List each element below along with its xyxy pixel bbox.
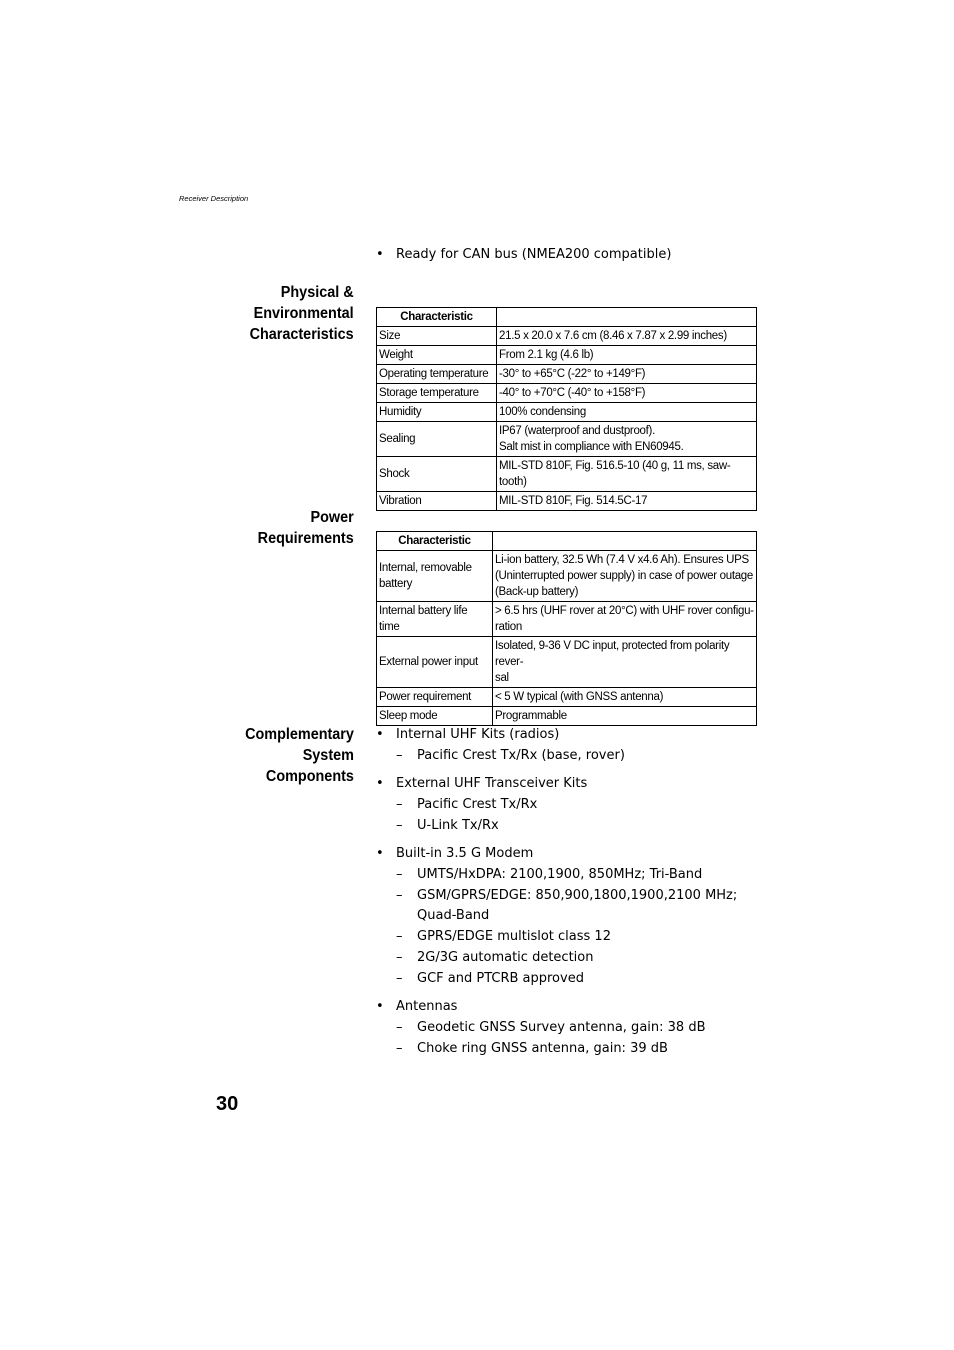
characteristic-cell: Shock <box>377 457 497 492</box>
sub-item: – 2G/3G automatic detection <box>396 948 756 968</box>
table-row <box>377 365 757 384</box>
heading-line: Environmental <box>253 305 354 322</box>
column-header-characteristic: Characteristic <box>377 532 493 551</box>
table-header-row <box>377 532 757 551</box>
value-cell: -30° to +65°C (-22° to +149°F) <box>497 365 757 384</box>
table-row <box>377 457 757 492</box>
sub-item: – Pacific Crest Tx/Rx <box>396 795 756 815</box>
bullet-item <box>376 844 756 989</box>
characteristic-cell: Power requirement <box>377 688 493 707</box>
table-header-row <box>377 308 757 327</box>
column-header-value <box>497 308 757 327</box>
characteristic-cell: Internal battery life time <box>377 602 493 637</box>
characteristic-cell: Humidity <box>377 403 497 422</box>
characteristic-cell: Sleep mode <box>377 707 493 726</box>
value-cell: Isolated, 9-36 V DC input, protected from polarity rever- sal <box>493 637 757 688</box>
bullet-text: • Antennas <box>396 999 458 1014</box>
heading-line: Power <box>310 509 354 526</box>
table-row <box>377 403 757 422</box>
power-requirements-table <box>376 531 757 726</box>
complementary-bullet-list <box>376 725 756 1059</box>
table-row <box>377 602 757 637</box>
characteristic-cell: Vibration <box>377 492 497 511</box>
sub-item: – GSM/GPRS/EDGE: 850,900,1800,1900,2100 MHz; Quad-Band <box>396 886 756 926</box>
sub-item: – Choke ring GNSS antenna, gain: 39 dB <box>396 1039 756 1059</box>
heading-line: Complementary <box>245 726 354 743</box>
value-cell: MIL-STD 810F, Fig. 514.5C-17 <box>497 492 757 511</box>
characteristic-cell: Operating temperature <box>377 365 497 384</box>
sub-list <box>396 795 756 836</box>
sub-item: – UMTS/HxDPA: 2100,1900, 850MHz; Tri-Band <box>396 865 756 885</box>
table-row <box>377 384 757 403</box>
bullet-item <box>376 774 756 836</box>
heading-line: System <box>302 747 354 764</box>
value-cell: > 6.5 hrs (UHF rover at 20°C) with UHF rover configu- ration <box>493 602 757 637</box>
sub-item: – Pacific Crest Tx/Rx (base, rover) <box>396 746 756 766</box>
physical-environmental-heading <box>250 282 354 345</box>
value-cell: 21.5 x 20.0 x 7.6 cm (8.46 x 7.87 x 2.99 inches) <box>497 327 757 346</box>
sub-list <box>396 746 756 766</box>
power-requirements-heading <box>258 507 354 549</box>
value-cell: From 2.1 kg (4.6 lb) <box>497 346 757 365</box>
table-row <box>377 327 757 346</box>
heading-line: Components <box>265 768 354 785</box>
physical-characteristics-table <box>376 307 757 511</box>
heading-line: Characteristics <box>249 326 354 343</box>
bullet-item <box>376 725 756 766</box>
value-cell: -40° to +70°C (-40° to +158°F) <box>497 384 757 403</box>
bullet-text: • External UHF Transceiver Kits <box>396 776 588 791</box>
table-row <box>377 688 757 707</box>
heading-line: Requirements <box>257 530 354 547</box>
intro-bullet-list <box>376 245 756 265</box>
heading-line: Physical & <box>281 284 354 301</box>
value-cell: 100% condensing <box>497 403 757 422</box>
sub-item: – U-Link Tx/Rx <box>396 816 756 836</box>
bullet-text: • Ready for CAN bus (NMEA200 compatible) <box>396 247 672 262</box>
column-header-characteristic: Characteristic <box>377 308 497 327</box>
value-cell: IP67 (waterproof and dustproof). Salt mist in compliance with EN60945. <box>497 422 757 457</box>
table-row <box>377 346 757 365</box>
sub-item: – GPRS/EDGE multislot class 12 <box>396 927 756 947</box>
value-cell: MIL-STD 810F, Fig. 516.5-10 (40 g, 11 ms, saw-tooth) <box>497 457 757 492</box>
characteristic-cell: Internal, removable battery <box>377 551 493 602</box>
table-row <box>377 422 757 457</box>
running-head: Receiver Description <box>179 194 249 203</box>
value-cell: Programmable <box>493 707 757 726</box>
value-cell: Li-ion battery, 32.5 Wh (7.4 V x4.6 Ah). Ensures UPS (Uninterrupted power supply) in case of power outage (Back-up battery) <box>493 551 757 602</box>
characteristic-cell: Size <box>377 327 497 346</box>
column-header-value <box>493 532 757 551</box>
sub-list <box>396 1018 756 1059</box>
bullet-text: • Internal UHF Kits (radios) <box>396 727 560 742</box>
sub-item: – Geodetic GNSS Survey antenna, gain: 38 dB <box>396 1018 756 1038</box>
table-row <box>377 551 757 602</box>
table-row <box>377 492 757 511</box>
complementary-components-heading <box>245 724 354 787</box>
page-number: 30 <box>216 1093 239 1115</box>
bullet-item <box>376 245 756 265</box>
sub-list <box>396 865 756 989</box>
characteristic-cell: Storage temperature <box>377 384 497 403</box>
sub-item: – GCF and PTCRB approved <box>396 969 756 989</box>
table-row <box>377 707 757 726</box>
bullet-item <box>376 997 756 1059</box>
bullet-text: • Built-in 3.5 G Modem <box>396 846 534 861</box>
table-row <box>377 637 757 688</box>
characteristic-cell: Sealing <box>377 422 497 457</box>
value-cell: < 5 W typical (with GNSS antenna) <box>493 688 757 707</box>
characteristic-cell: Weight <box>377 346 497 365</box>
characteristic-cell: External power input <box>377 637 493 688</box>
